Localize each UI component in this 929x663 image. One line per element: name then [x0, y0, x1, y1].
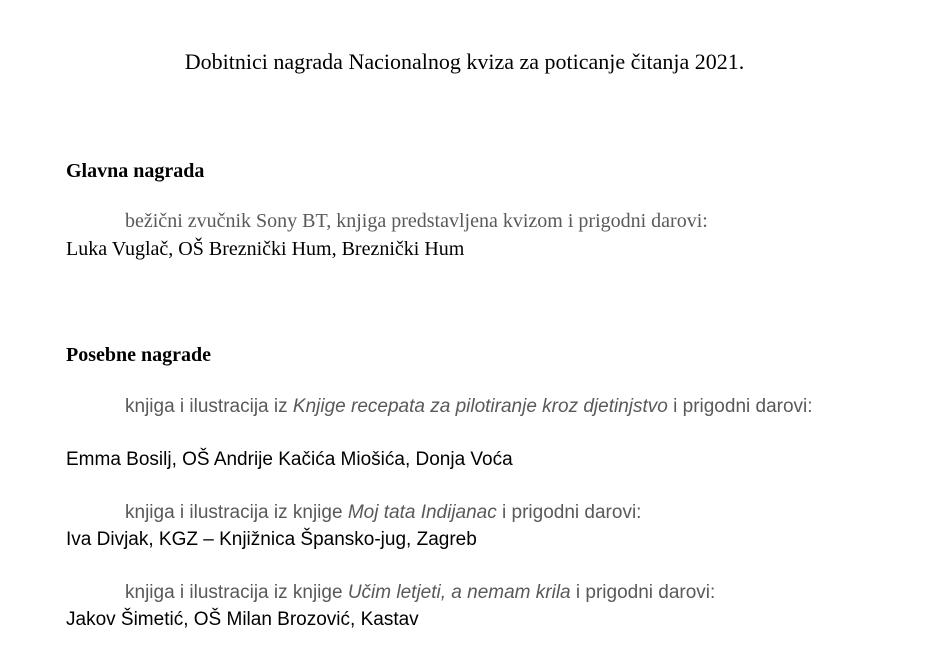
book-title: Moj tata Indijanac — [347, 502, 497, 523]
description-text: i prigodni darovi: — [496, 502, 642, 523]
page-title: Dobitnici nagrada Nacionalnog kviza za poticanje čitanja 2021. — [184, 49, 745, 74]
special-prize-description-1 — [66, 394, 866, 420]
description-text: i prigodni darovi: — [570, 582, 716, 603]
book-title: Učim letjeti, a nemam krila — [347, 582, 571, 603]
main-prize-heading: Glavna nagrada — [66, 160, 205, 182]
description-text: knjiga i ilustracija iz — [125, 396, 293, 417]
main-prize-description: bežični zvučnik Sony BT, knjiga predstavljena kvizom i prigodni darovi: — [125, 210, 708, 232]
description-text: i prigodni darovi: — [667, 396, 813, 417]
description-text: knjiga i ilustracija iz knjige — [125, 502, 348, 523]
special-prize-winner-1: Emma Bosilj, OŠ Andrije Kačića Miošića, Donja Voća — [66, 449, 513, 470]
special-prize-description-3 — [66, 580, 866, 606]
main-prize-winner: Luka Vuglač, OŠ Breznički Hum, Breznički Hum — [66, 238, 465, 260]
special-prize-winner-3: Jakov Šimetić, OŠ Milan Brozović, Kastav — [66, 609, 419, 630]
special-prize-description-2 — [66, 500, 866, 526]
description-text: knjiga i ilustracija iz knjige — [125, 582, 348, 603]
special-prize-winner-2: Iva Divjak, KGZ – Knjižnica Špansko-jug, Zagreb — [66, 529, 477, 550]
special-prizes-heading: Posebne nagrade — [66, 344, 211, 366]
book-title: Knjige recepata za pilotiranje kroz djetinjstvo — [292, 396, 668, 417]
